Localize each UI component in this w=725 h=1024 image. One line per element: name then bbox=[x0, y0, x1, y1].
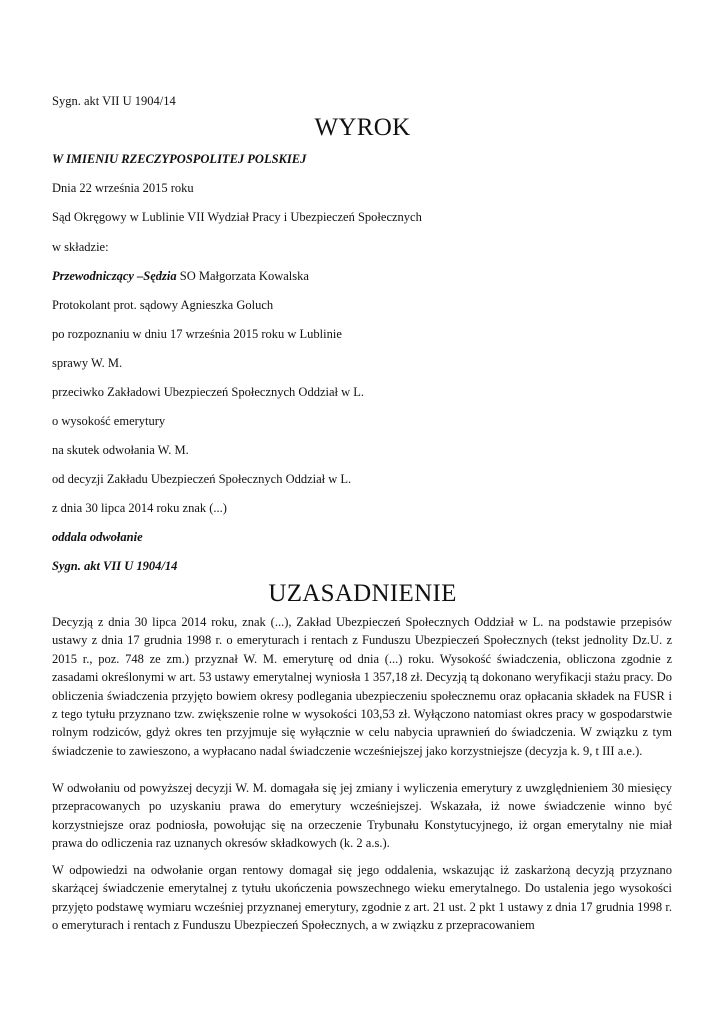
decision-date-line: z dnia 30 lipca 2014 roku znak (...) bbox=[52, 501, 227, 515]
verdict-date: Dnia 22 września 2015 roku bbox=[52, 181, 194, 195]
justification-paragraph-3: W odpowiedzi na odwołanie organ rentowy domagał się jego oddalenia, wskazując iż zaskarżoną decyzją przyznano skarżącej świadczenie emerytalnej z tytułu ukończenia powszechnego wieku emerytalnego. Do ustalenia jego wysokości przyjęto podstawę wymiaru wcześniej przyznanej emerytury, zgodnie z art. 21 ust. 2 pkt 1 ustawy z dnia 17 grudnia 1998 r. o emeryturach i rentach z Funduszu Ubezpieczeń Społecznych, a w związku z przepracowaniem bbox=[52, 863, 672, 933]
justification-case-number: Sygn. akt VII U 1904/14 bbox=[52, 559, 178, 573]
justification-title: UZASADNIENIE bbox=[268, 580, 457, 607]
in-the-name-line: W IMIENIU RZECZYPOSPOLITEJ POLSKIEJ bbox=[52, 152, 307, 166]
court-name: Sąd Okręgowy w Lublinie VII Wydział Pracy i Ubezpieczeń Społecznych bbox=[52, 210, 422, 224]
verdict-title: WYROK bbox=[314, 114, 411, 141]
justification-paragraph-2: W odwołaniu od powyższej decyzji W. M. domagała się jej zmiany i wyliczenia emerytury z uwzględnieniem 30 miesięcy przepracowanych po uzyskaniu prawa do emerytury wcześniejszej. Wskazała, iż nowe świadczenie winno być korzystniejsze oraz podniosła, powołując się na orzeczenie Trybunału Konstytucyjnego, iż organ emerytalny nie miał prawa do odliczenia raz uznanych okresów składkowych (k. 2 a.s.). bbox=[52, 781, 672, 851]
justification-paragraph-1: Decyzją z dnia 30 lipca 2014 roku, znak (...), Zakład Ubezpieczeń Społecznych Oddział w L. na podstawie przepisów ustawy z dnia 17 grudnia 1998 r. o emeryturach i rentach z Funduszu Ubezpieczeń Społecznych (tekst jednolity Dz.U. z 2015 r., poz. 748 ze zm.) przyznał W. M. emeryturę od dnia (...) roku. Wysokość świadczenia, obliczona zgodnie z zasadami określonymi w art. 53 ustawy emerytalnej wyniosła 1 357,18 zł. Decyzją tą dokonano weryfikacji stażu pracy. Do obliczenia świadczenia przyjęto bowiem okresy podlegania ubezpieczeniu społecznemu oraz opłacania składek na FUSR i z tego tytułu przyznano tzw. zwiększenie rolne w wysokości 103,53 zł. Wyłączono natomiast okres pracy w gospodarstwie rolnym rodziców, gdyż okres ten przyjmuje się wyłącznie w celu nabycia uprawnień do świadczenia. W związku z tym świadczenie to zawieszono, a wypłacano nadal świadczenie wcześniejszej jako korzystniejsze (decyzja k. 9, t III a.e.). bbox=[52, 615, 672, 758]
hearing-line: po rozpoznaniu w dniu 17 września 2015 roku w Lublinie bbox=[52, 327, 342, 341]
presiding-name: SO Małgorzata Kowalska bbox=[176, 269, 309, 283]
ruling-line: oddala odwołanie bbox=[52, 530, 143, 544]
presiding-judge-line bbox=[52, 268, 309, 284]
appeal-line: na skutek odwołania W. M. bbox=[52, 443, 189, 457]
decision-from-line: od decyzji Zakładu Ubezpieczeń Społecznych Oddział w L. bbox=[52, 472, 352, 486]
case-number: Sygn. akt VII U 1904/14 bbox=[52, 94, 176, 108]
composition-label: w składzie: bbox=[52, 240, 109, 254]
subject-line: o wysokość emerytury bbox=[52, 414, 166, 428]
case-of-line: sprawy W. M. bbox=[52, 356, 123, 370]
clerk-line: Protokolant prot. sądowy Agnieszka Goluch bbox=[52, 298, 274, 312]
presiding-label: Przewodniczący –Sędzia bbox=[52, 269, 177, 283]
against-line: przeciwko Zakładowi Ubezpieczeń Społecznych Oddział w L. bbox=[52, 385, 365, 399]
